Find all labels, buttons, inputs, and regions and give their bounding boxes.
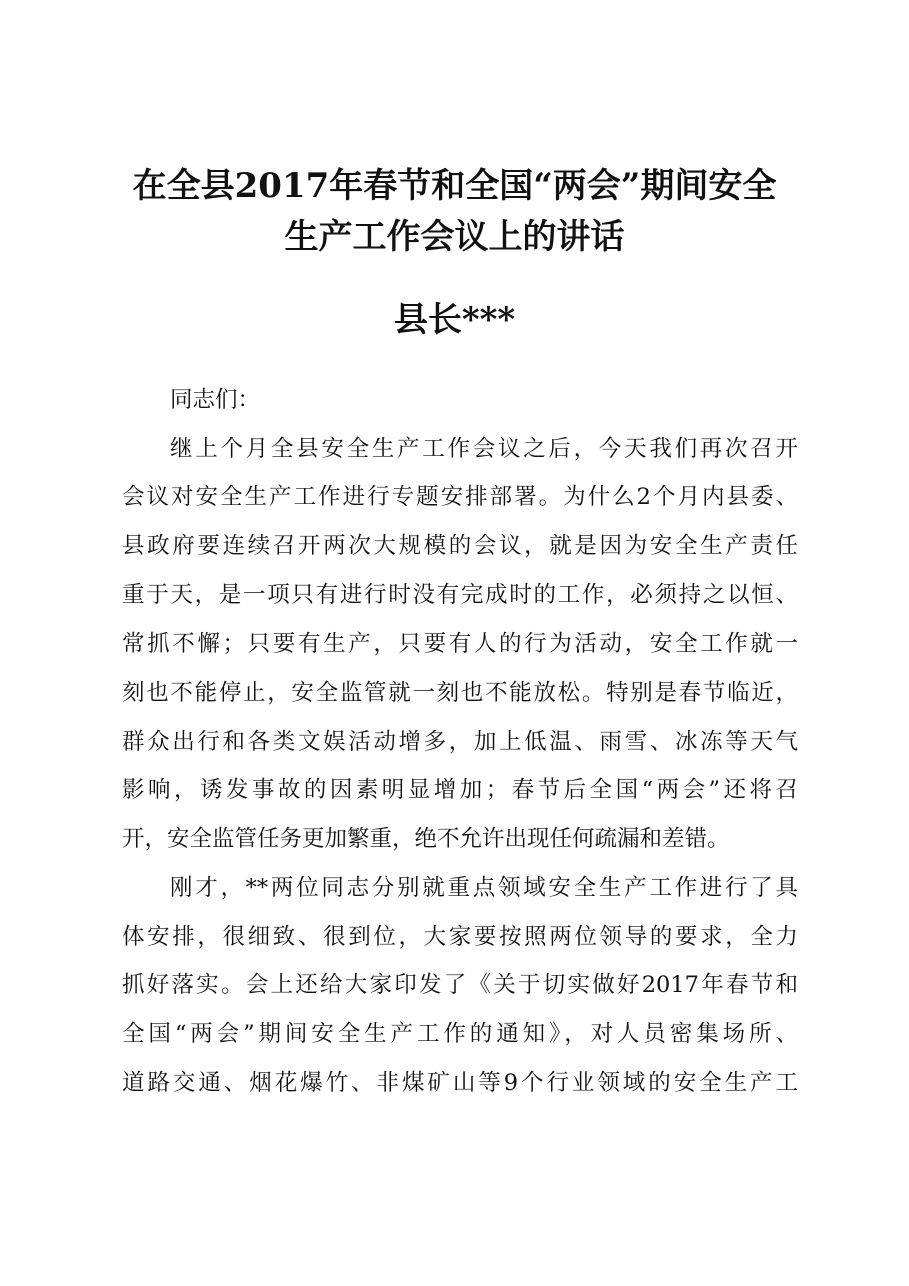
paragraph-2-line: 体安排，很细致、很到位，大家要按照两位领导的要求，全力 — [122, 924, 798, 950]
document-title-line-1: 在全县2017年春节和全国“两会”期间安全 — [132, 166, 777, 206]
paragraph-2-line: 抓好落实。会上还给大家印发了《关于切实做好2017年春节和 — [122, 972, 798, 998]
paragraph-2-line: 刚才，**两位同志分别就重点领域安全生产工作进行了具 — [170, 875, 798, 901]
paragraph-1-line: 开，安全监管任务更加繁重，绝不允许出现任何疏漏和差错。 — [122, 826, 730, 852]
salutation: 同志们： — [170, 387, 261, 413]
paragraph-1-line: 继上个月全县安全生产工作会议之后，今天我们再次召开 — [170, 436, 798, 462]
paragraph-1-line: 常抓不懈；只要有生产，只要有人的行为活动，安全工作就一 — [122, 631, 798, 657]
paragraph-1-line: 刻也不能停止，安全监管就一刻也不能放松。特别是春节临近， — [122, 680, 798, 706]
paragraph-1-line: 县政府要连续召开两次大规模的会议，就是因为安全生产责任 — [122, 533, 798, 559]
paragraph-1-line: 会议对安全生产工作进行专题安排部署。为什么2个月内县委、 — [122, 484, 798, 510]
paragraph-2-line: 道路交通、烟花爆竹、非煤矿山等9个行业领域的安全生产工 — [122, 1070, 798, 1096]
paragraph-1-line: 群众出行和各类文娱活动增多，加上低温、雨雪、冰冻等天气 — [122, 729, 798, 755]
paragraph-1-line: 重于天，是一项只有进行时没有完成时的工作，必须持之以恒、 — [122, 582, 798, 608]
paragraph-2-line: 全国“两会”期间安全生产工作的通知》，对人员密集场所、 — [122, 1021, 798, 1047]
document-title-line-2: 生产工作会议上的讲话 — [284, 217, 625, 257]
speaker-byline: 县长*** — [393, 300, 516, 340]
paragraph-1-line: 影响，诱发事故的因素明显增加；春节后全国“两会”还将召 — [122, 777, 798, 803]
